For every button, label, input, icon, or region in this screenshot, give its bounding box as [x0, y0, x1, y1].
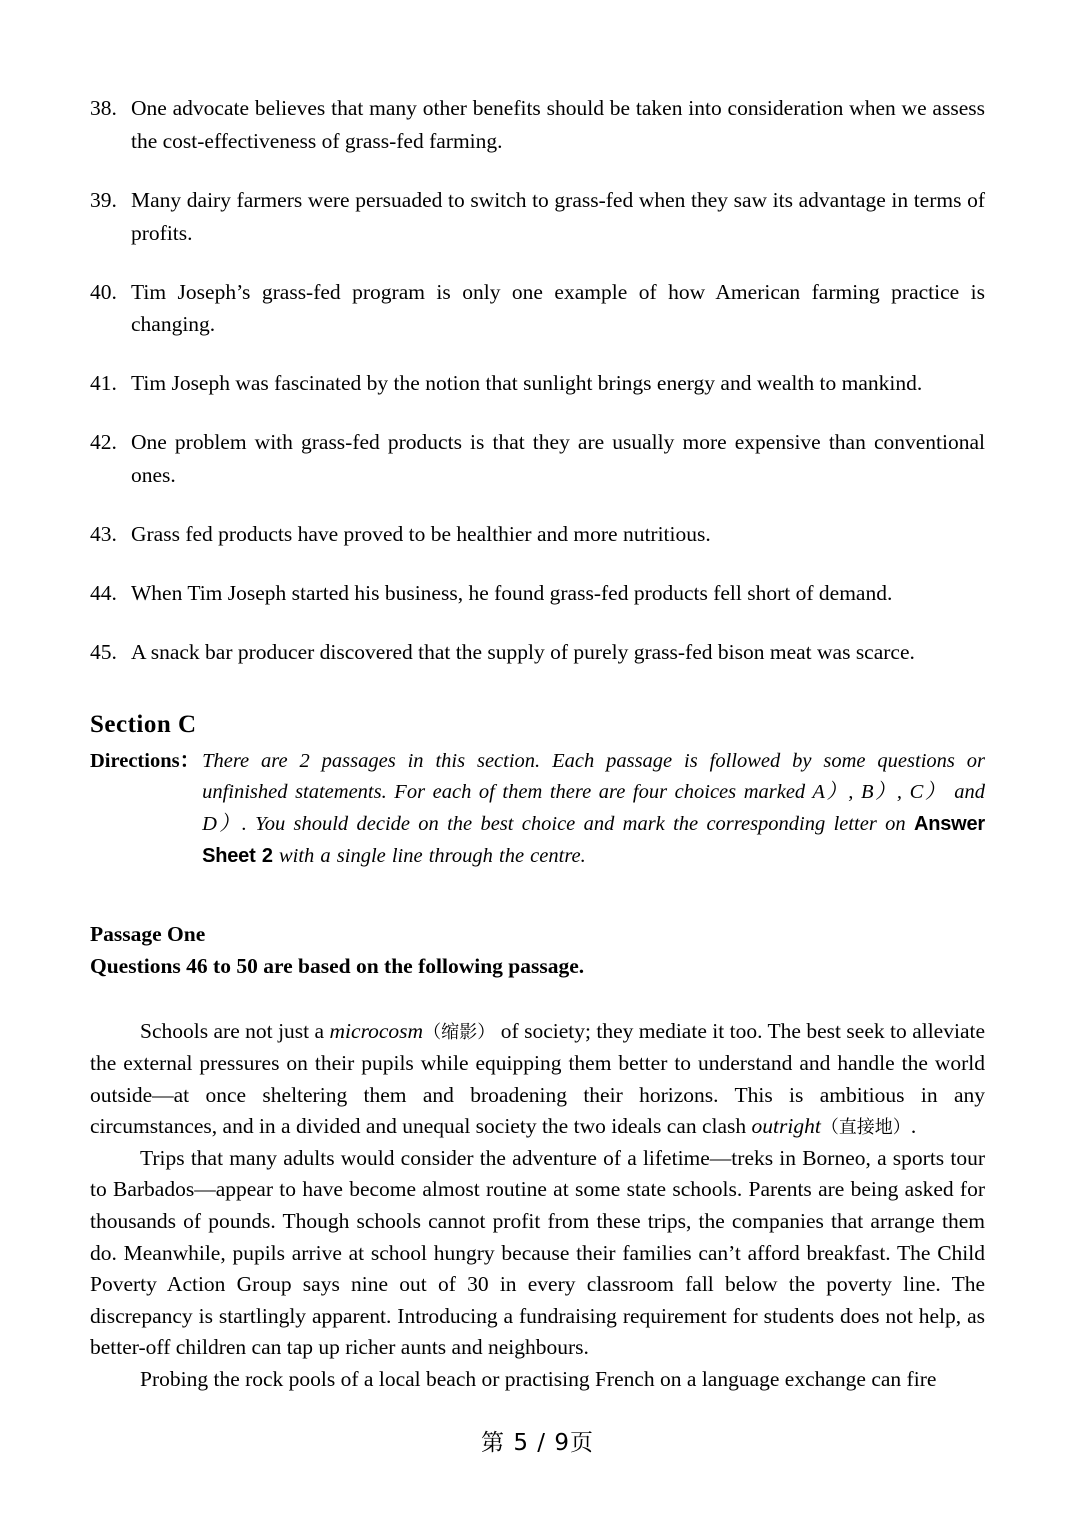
question-number: 40. — [90, 279, 117, 304]
directions-text — [202, 746, 985, 873]
matching-questions-list — [90, 92, 985, 669]
question-number: 43. — [90, 522, 117, 547]
question-number: 45. — [90, 639, 117, 664]
question-text: Grass fed products have proved to be healthier and more nutritious. — [131, 522, 711, 547]
glossed-term-outright: outright — [751, 1114, 821, 1139]
glossed-term-microcosm: microcosm — [329, 1019, 424, 1044]
gloss-outright: （直接地） — [820, 1117, 911, 1139]
question-item — [90, 577, 985, 610]
question-text: A snack bar producer discovered that the supply of purely grass-fed bison meat was scarce. — [131, 639, 915, 664]
question-item — [90, 184, 985, 250]
question-number: 39. — [90, 187, 117, 212]
passage-paragraph-2: Trips that many adults would consider the adventure of a lifetime—treks in Borneo, a sports tour to Barbados—appear to have become almost routine at some state schools. Parents are being asked for thousands of pounds. Though schools cannot profit from these trips, the companies that arrange them do. Meanwhile, pupils arrive at school hungry because their families can’t afford breakfast. The Child Poverty Action Group says nine out of 30 in every classroom fall below the poverty line. The discrepancy is startlingly apparent. Introducing a fundraising requirement for students does not help, as better-off children can tap up richer aunts and neighbours. — [90, 1145, 985, 1360]
question-number: 41. — [90, 371, 117, 396]
question-number: 38. — [90, 96, 117, 120]
passage-paragraph-3: Probing the rock pools of a local beach or practising French on a language exchange can fire — [140, 1366, 937, 1391]
passage-questions-range: Questions 46 to 50 are based on the following passage. — [90, 953, 585, 978]
question-number: 42. — [90, 430, 117, 455]
question-text: When Tim Joseph started his business, he found grass-fed products fell short of demand. — [131, 580, 893, 605]
directions-label: Directions： — [90, 749, 201, 772]
question-text: Tim Joseph’s grass-fed program is only one example of how American farming practice is changing. — [131, 279, 985, 337]
passage-paragraph-1 — [90, 1016, 985, 1142]
answer-sheet-emphasis: Answer Sheet 2 — [202, 813, 985, 867]
directions-text-part2: with a single line through the centre. — [272, 844, 586, 867]
paragraph1-segment-b: of society; they mediate it too. The best seek to alleviate the external pressures on their pupils while equipping them better to understand and handle the world outside—at once sheltering them and broadening their horizons. This is ambitious in any circumstances, and in a divided and unequal society the two ideals can clash — [90, 1019, 986, 1139]
directions-block — [90, 746, 985, 873]
question-text: One problem with grass-fed products is that they are usually more expensive than conventional ones. — [131, 430, 985, 488]
question-item — [90, 92, 985, 158]
question-item — [90, 276, 985, 342]
question-text: Many dairy farmers were persuaded to switch to grass-fed when they saw its advantage in terms of profits. — [131, 187, 985, 245]
gloss-microcosm: （缩影） — [423, 1022, 496, 1044]
section-heading: Section C — [90, 710, 197, 738]
question-text: Tim Joseph was fascinated by the notion that sunlight brings energy and wealth to mankind. — [131, 371, 923, 396]
directions-text-part1: There are 2 passages in this section. Each passage is followed by some questions or unfinished statements. For each of them there are four choices marked A）, B）, C） and D）. You should decide on the best choice and mark the corresponding letter on — [202, 749, 985, 836]
question-text: One advocate believes that many other benefits should be taken into consideration when we assess the cost-effectiveness of grass-fed farming. — [131, 96, 985, 153]
passage-body — [90, 1016, 985, 1395]
question-item — [90, 636, 985, 669]
question-item — [90, 367, 985, 400]
paragraph1-segment-a: Schools are not just a — [140, 1019, 330, 1044]
question-number: 44. — [90, 580, 117, 605]
page-indicator: 第 5 / 9页 — [481, 1430, 594, 1456]
question-item — [90, 518, 985, 551]
page-footer — [0, 1424, 1075, 1457]
paragraph1-segment-c: . — [910, 1114, 917, 1139]
question-item — [90, 426, 985, 492]
passage-label: Passage One — [90, 921, 206, 946]
